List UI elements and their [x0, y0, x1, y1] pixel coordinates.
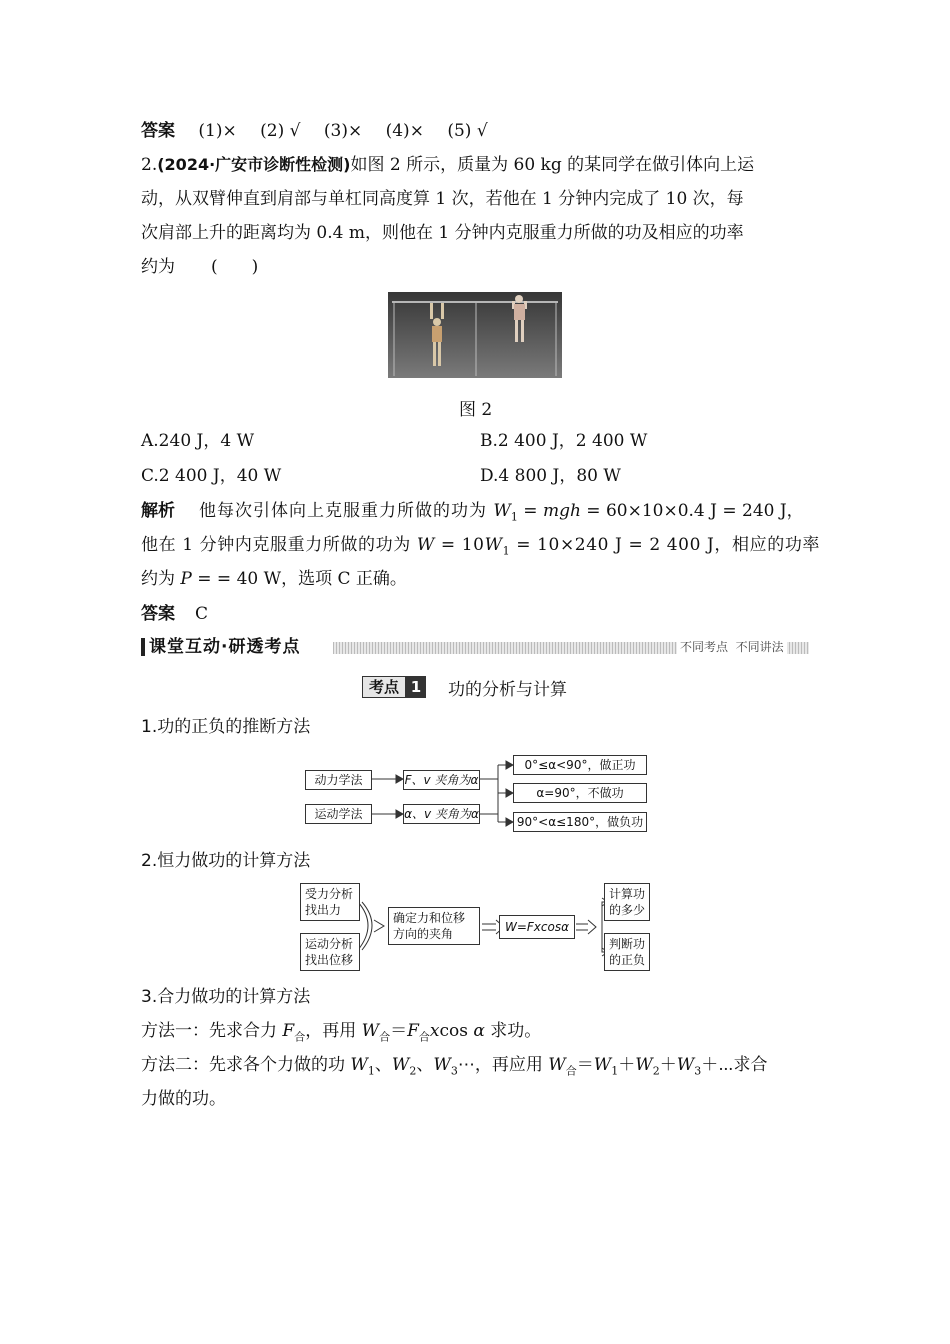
analysis-line-3 — [141, 568, 407, 590]
var-w: W — [593, 1055, 612, 1075]
var-w: W — [361, 1021, 380, 1041]
box-line: 找出位移 — [305, 953, 354, 967]
subscript: 2 — [652, 1064, 660, 1078]
analysis-line-2 — [141, 534, 820, 562]
answer-value: C — [195, 604, 209, 624]
box-motion-analysis — [300, 933, 360, 971]
method-2 — [141, 1054, 768, 1082]
box-line: 的多少 — [609, 903, 646, 917]
analysis-text: = 10×240 J = 2 400 J，相应的功率 — [510, 535, 821, 555]
subscript: 3 — [694, 1064, 702, 1078]
var-x: x — [429, 1021, 440, 1041]
analysis-text: 他在 1 分钟内克服重力所做的功为 — [141, 535, 417, 555]
analysis-text: = — [517, 501, 543, 521]
var-mgh: mgh — [542, 501, 581, 521]
option-a: A.240 J，4 W — [141, 431, 255, 451]
box-line: 方向的夹角 — [393, 927, 454, 941]
method-1 — [141, 1020, 541, 1048]
diagram-sign-of-work — [300, 752, 660, 834]
box-dynamics: 动力学法 — [305, 770, 372, 790]
method-2-line-2: 力做的功。 — [141, 1089, 226, 1109]
subscript: 合 — [565, 1064, 577, 1078]
var-f: F — [407, 1021, 419, 1041]
box-line: 计算功 — [609, 887, 646, 901]
method-text: cos — [439, 1021, 474, 1041]
box-compute-work — [604, 883, 650, 921]
var-alpha: α — [473, 1021, 485, 1041]
method-text: 方法二：先求各个力做的功 — [141, 1055, 351, 1075]
var-w: W — [548, 1055, 566, 1075]
answer-item: (2) √ — [260, 121, 301, 141]
subscript: 2 — [409, 1064, 417, 1078]
analysis-text: = 10 — [434, 535, 485, 555]
answer-item: (5) √ — [447, 121, 488, 141]
answer-item: (4)× — [385, 121, 424, 141]
banner-bar — [141, 638, 145, 656]
box-line: 确定力和位移 — [393, 911, 466, 925]
var-w: W — [493, 501, 511, 521]
figure-caption: 图 2 — [459, 400, 493, 420]
var-w: W — [391, 1055, 410, 1075]
box-kinematics: 运动学法 — [305, 804, 372, 824]
answer-item: (3)× — [323, 121, 363, 141]
banner-tag: 不同考点 — [680, 640, 729, 654]
box-determine-angle — [388, 907, 480, 945]
question-source: (2024·广安市诊断性检测) — [157, 155, 351, 174]
box-line: 的正负 — [609, 953, 646, 967]
method-text: 、 — [416, 1055, 434, 1075]
analysis-text: = — [191, 569, 217, 589]
method-text: ＋ — [618, 1055, 636, 1075]
option-d: D.4 800 J，80 W — [480, 466, 621, 486]
answer-bracket: ( ) — [211, 257, 259, 277]
question-line-2: 动，从双臂伸直到肩部与单杠同高度算 1 次，若他在 1 分钟内完成了 10 次，每 — [141, 189, 744, 209]
var-f: F — [282, 1021, 295, 1041]
box-positive-work: 0°≤α<90°，做正功 — [513, 755, 647, 775]
section-banner — [141, 636, 809, 658]
question-text: 约为 — [141, 257, 175, 277]
method-text: ＝ — [576, 1055, 594, 1075]
analysis-line-1 — [141, 500, 804, 528]
box-line: 受力分析 — [305, 887, 354, 901]
question-line-1 — [141, 154, 754, 176]
answer-line-2 — [141, 603, 208, 625]
subscript: 1 — [510, 510, 518, 524]
kaodian-heading — [362, 676, 567, 698]
subscript: 1 — [367, 1064, 375, 1078]
analysis-text: 他每次引体向上克服重力所做的功为 — [199, 501, 494, 521]
var-w: W — [416, 535, 435, 555]
subscript: 合 — [379, 1030, 391, 1044]
subscript: 合 — [418, 1030, 430, 1044]
subscript: 1 — [502, 544, 511, 558]
box-line: 判断功 — [609, 937, 646, 951]
method-text: 、 — [374, 1055, 392, 1075]
heading-2: 2.恒力做功的计算方法 — [141, 851, 311, 871]
box-negative-work: 90°<α≤180°，做负功 — [513, 812, 647, 832]
var-p: P — [180, 569, 192, 589]
question-line-3: 次肩部上升的距离均为 0.4 m，则他在 1 分钟内克服重力所做的功及相应的功率 — [141, 223, 744, 243]
box-judge-sign — [604, 933, 650, 971]
heading-1: 1.功的正负的推断方法 — [141, 717, 311, 737]
answer-item: (1)× — [198, 121, 237, 141]
subscript: 1 — [611, 1064, 619, 1078]
method-text: ⋯，再应用 — [457, 1055, 549, 1075]
var-w: W — [484, 535, 503, 555]
analysis-text: = 40 W，选项 C 正确。 — [216, 569, 407, 589]
var-w: W — [676, 1055, 695, 1075]
option-c: C.2 400 J，40 W — [141, 466, 282, 486]
figure-photo — [388, 292, 562, 378]
method-text: 方法一：先求合力 — [141, 1021, 283, 1041]
diagram-constant-force-work — [296, 880, 656, 974]
box-angle-av: α、v 夹角为α — [403, 804, 480, 824]
kaodian-number: 1 — [406, 676, 426, 698]
heading-3: 3.合力做功的计算方法 — [141, 987, 311, 1007]
kaodian-title: 功的分析与计算 — [448, 679, 568, 700]
var-w: W — [433, 1055, 451, 1075]
box-line: 运动分析 — [305, 937, 354, 951]
answer-label: 答案 — [141, 604, 175, 624]
box-no-work: α=90°，不做功 — [513, 783, 647, 803]
banner-tags — [677, 639, 787, 655]
analysis-label: 解析 — [141, 501, 175, 521]
subscript: 3 — [450, 1064, 458, 1078]
option-b: B.2 400 J，2 400 W — [480, 431, 648, 451]
method-text: ＝ — [390, 1021, 408, 1041]
question-number: 2. — [141, 155, 158, 175]
method-text: ＋⋯求合 — [701, 1055, 768, 1075]
method-text: ，再用 — [305, 1021, 362, 1041]
question-text: 如图 2 所示，质量为 60 kg 的某同学在做引体向上运 — [350, 155, 755, 175]
box-work-formula: W=Fxcosα — [499, 915, 575, 939]
method-text: 求功。 — [484, 1021, 542, 1041]
question-line-4 — [141, 256, 258, 278]
var-w: W — [350, 1055, 368, 1075]
analysis-text: 约为 — [141, 569, 181, 589]
analysis-text: = 60×10×0.4 J = 240 J， — [580, 501, 804, 521]
var-w: W — [635, 1055, 653, 1075]
box-line: 找出力 — [305, 903, 342, 917]
subscript: 合 — [294, 1030, 306, 1044]
box-angle-fv: F、v 夹角为α — [403, 770, 480, 790]
method-text: ＋ — [659, 1055, 677, 1075]
box-force-analysis — [300, 883, 360, 921]
kaodian-label: 考点 — [362, 676, 406, 698]
banner-tag: 不同讲法 — [735, 640, 784, 654]
answer-line-1 — [141, 120, 488, 142]
banner-title: 课堂互动·研透考点 — [149, 637, 301, 657]
answer-label: 答案 — [141, 121, 175, 141]
